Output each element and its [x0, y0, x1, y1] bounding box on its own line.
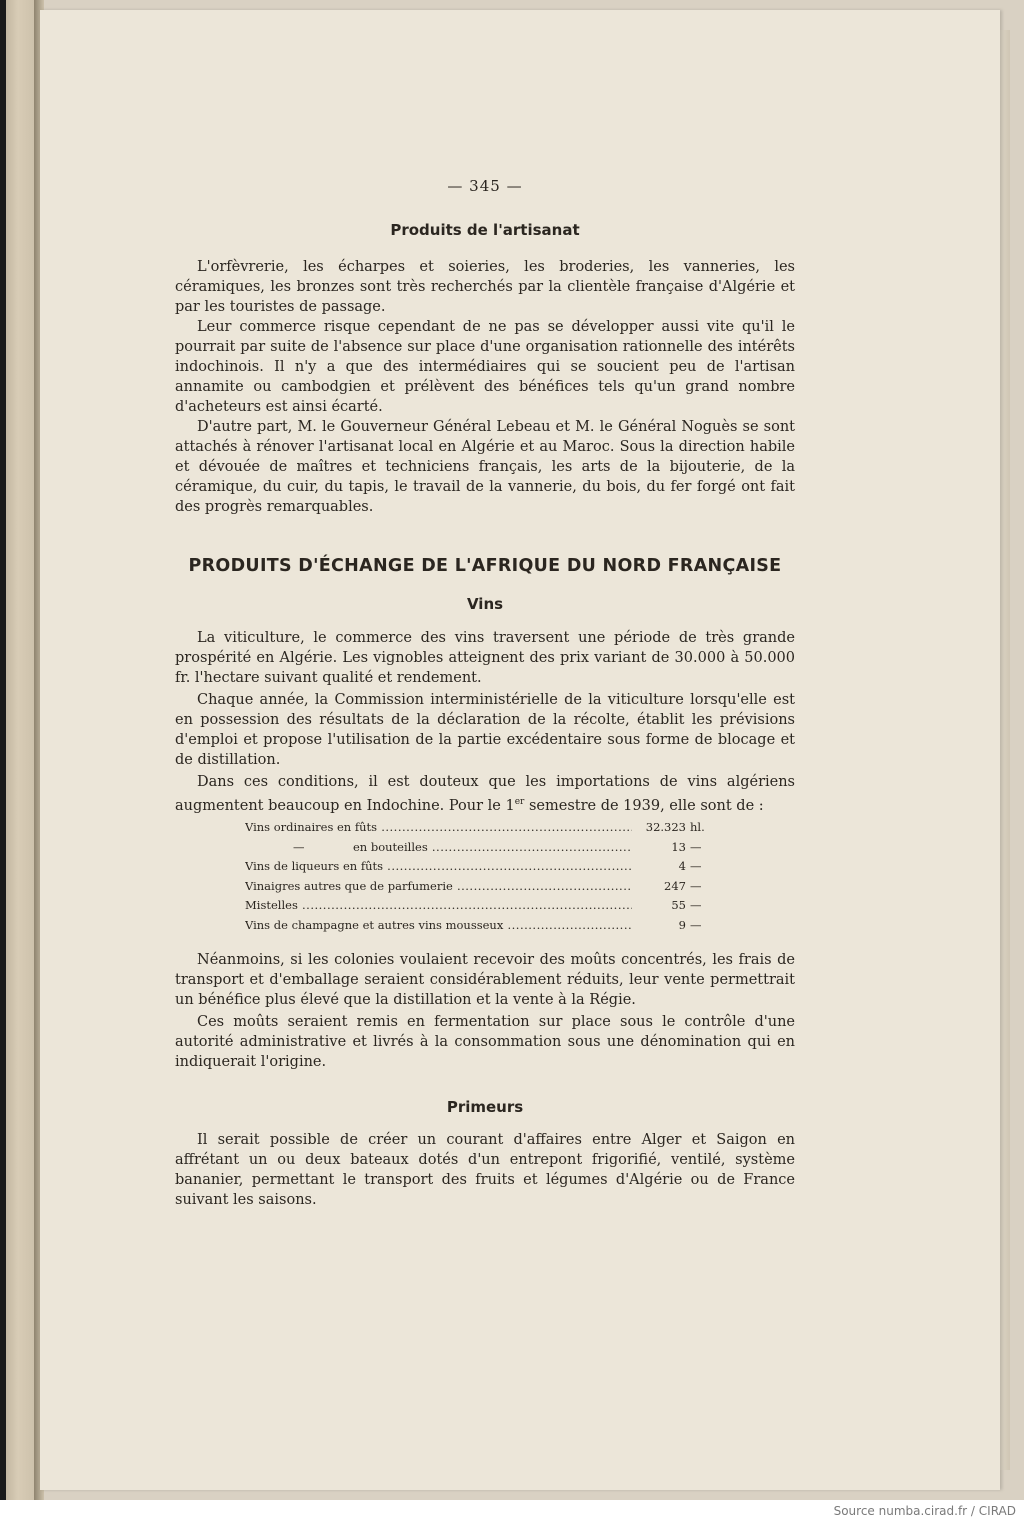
heading-produits-echange: PRODUITS D'ÉCHANGE DE L'AFRIQUE DU NORD FRANÇAISE: [188, 556, 782, 576]
heading-artisanat: Produits de l'artisanat: [390, 221, 580, 239]
heading-primeurs: Primeurs: [446, 1098, 524, 1116]
heading-vins: Vins: [466, 595, 504, 613]
row-label: Mistelles .....: [245, 898, 632, 912]
row-label: en bouteilles: [353, 839, 428, 854]
row-unit: —: [690, 898, 702, 912]
paragraph-primeurs: Il serait possible de créer un courant d'affaires entre Alger et Saigon en affrétant un ou deux bateaux dotés d'un entrepont frigorifié, ventilé, système bananier, permettant le transport des fruits et légumes d'Algérie ou de France suivant les saisons.: [175, 1132, 795, 1208]
table-row: [245, 859, 720, 879]
paragraph-vins-3: Néanmoins, si les colonies voulaient recevoir des moûts concentrés, les frais de transport et d'emballage seraient considérablement réduits, leur vente permettrait un bénéfice plus élevé que la distillation et la vente à la Régie.: [175, 952, 795, 1008]
imports-text-a: Dans ces conditions, il est douteux que les importations de vins algériens augmentent beaucoup en Indochine. Pour le 1: [175, 774, 795, 814]
paragraph-artisanat-2: Leur commerce risque cependant de ne pas se développer aussi vite qu'il le pourrait par suite de l'absence sur place d'une organisation rationnelle des intérêts indochinois. Il n'y a que des intermédiaires qui se soucient peu de l'artisan annamite ou cambodgien et prélèvent des bénéfices tels qu'un grand nombre d'acheteurs est ainsi écarté.: [175, 319, 795, 415]
paragraph-vins-2: Chaque année, la Commission interministérielle de la viticulture lorsqu'elle est en possession des résultats de la déclaration de la récolte, établit les prévisions d'emploi et propose l'utilisation de la partie excédentaire sous forme de blocage et de distillation.: [175, 692, 795, 768]
paragraph-artisanat-1: L'orfèvrerie, les écharpes et soieries, les broderies, les vanneries, les céramiques, les bronzes sont très recherchés par la clientèle française d'Algérie et par les touristes de passage.: [175, 259, 795, 315]
row-quantity: 9: [678, 917, 686, 932]
row-label: Vinaigres autres que de parfumerie .....: [245, 879, 632, 893]
row-label: Vins de champagne et autres vins mousseux .....: [245, 918, 632, 932]
table-row: [245, 820, 720, 840]
imports-text-b: semestre de 1939, elle sont de :: [524, 797, 764, 814]
imports-superscript: er: [514, 797, 525, 807]
table-row: [245, 879, 720, 899]
row-quantity: 55: [671, 898, 686, 912]
table-row: [245, 918, 720, 938]
row-quantity: 32.323: [645, 820, 686, 834]
row-unit: hl.: [690, 820, 705, 834]
row-unit: —: [690, 859, 702, 873]
row-label: Vins de liqueurs en fûts .....: [245, 859, 632, 873]
source-credit: Source numba.cirad.fr / CIRAD: [833, 1504, 1016, 1518]
ditto-dash: —: [293, 839, 305, 854]
table-row: [245, 840, 720, 860]
page-number: — 345 —: [447, 177, 523, 195]
paragraph-vins-4: Ces moûts seraient remis en fermentation sur place sous le contrôle d'une autorité administrative et livrés à la consommation sous une dénomination qui en indiquerait l'origine.: [175, 1014, 795, 1070]
paragraph-artisanat-3: D'autre part, M. le Gouverneur Général Lebeau et M. le Général Noguès se sont attachés à rénover l'artisanat local en Algérie et au Maroc. Sous la direction habile et dévouée de maîtres et techniciens français, les arts de la bijouterie, de la céramique, du cuir, du tapis, le travail de la vannerie, du bois, du fer forgé ont fait des progrès remarquables.: [175, 419, 795, 515]
wine-imports-table: [245, 820, 720, 937]
book-binding: [0, 0, 6, 1500]
row-unit: —: [690, 878, 702, 893]
row-quantity: 247: [664, 878, 686, 893]
row-quantity: 13: [671, 839, 686, 854]
row-unit: —: [690, 839, 702, 854]
table-row: [245, 898, 720, 918]
paragraph-vins-imports: [175, 772, 795, 816]
row-label: Vins ordinaires en fûts .....: [245, 820, 632, 834]
row-unit: —: [690, 917, 702, 932]
row-quantity: 4: [678, 859, 686, 873]
paragraph-vins-1: La viticulture, le commerce des vins traversent une période de très grande prospérité en Algérie. Les vignobles atteignent des prix variant de 30.000 à 50.000 fr. l'hectare suivant qualité et rendement.: [175, 630, 795, 686]
